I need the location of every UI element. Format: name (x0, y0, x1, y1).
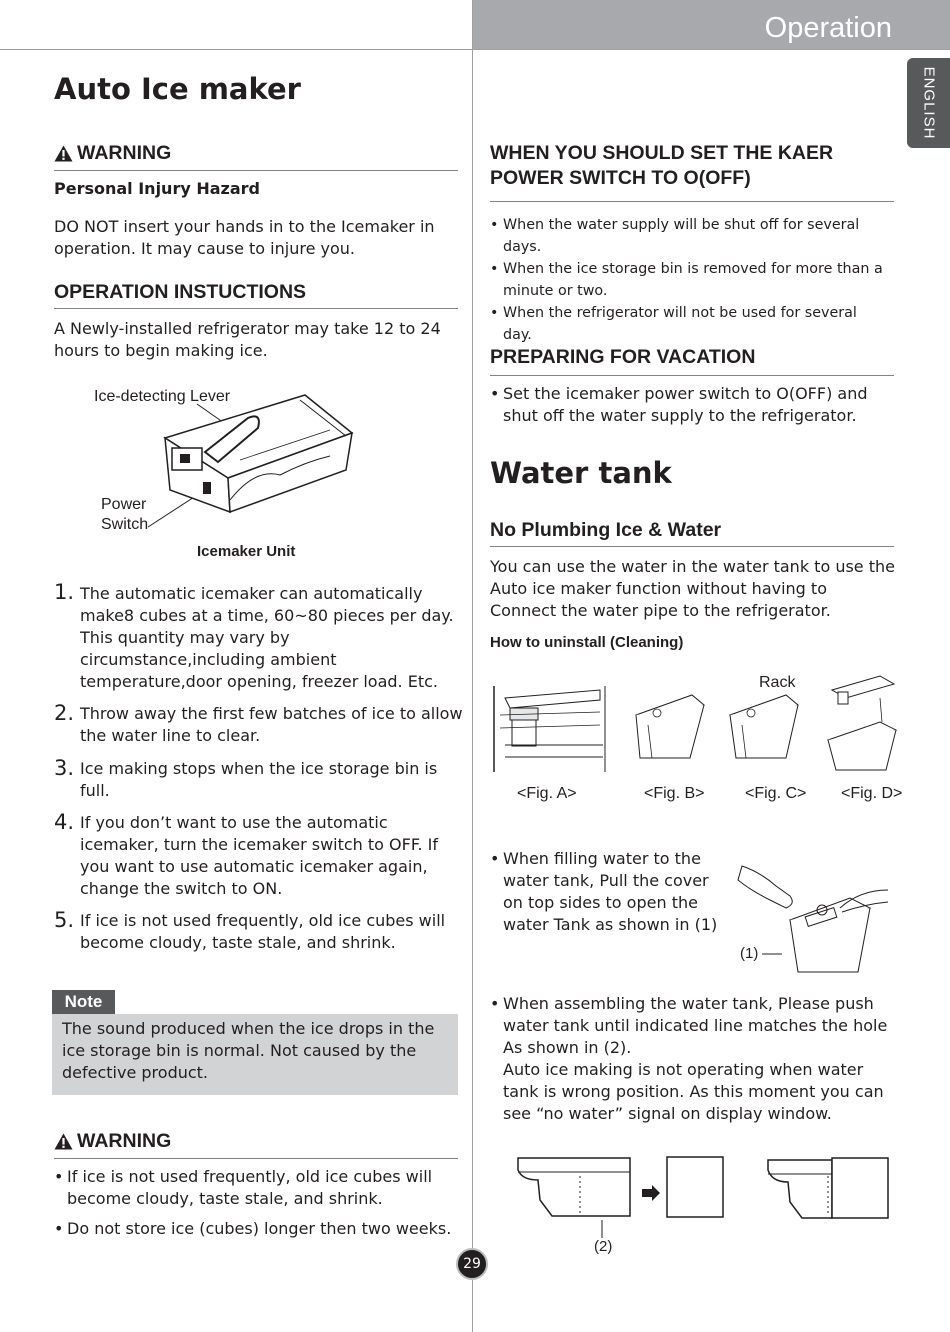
step-text: Throw away the first few batches of ice to allow the water line to clear. (80, 704, 463, 745)
water-tank-intro: You can use the water in the water tank to use the Auto ice maker function without having to Connect the water pipe to the refrigerator. (490, 557, 895, 620)
section-title: Operation (764, 12, 892, 44)
step-number: 4. (54, 810, 75, 834)
step-text: The automatic icemaker can automatically make8 cubes at a time, 60~80 pieces per day. This quantity may vary by circumstance,including ambient temperature,door opening, freezer load. Etc. (80, 584, 454, 691)
note-text: The sound produced when the ice drops in the ice storage bin is normal. Not caused by the defective product. (62, 1019, 435, 1082)
page-number: 29 (456, 1248, 488, 1280)
rack-label: Rack (759, 674, 796, 691)
warning-text: DO NOT insert your hands in to the Icemaker in operation. It may cause to injure you. (54, 217, 435, 258)
water-tank-title: Water tank (490, 456, 672, 490)
warning-label: WARNING (77, 1130, 172, 1152)
assembling-text: When assembling the water tank, Please push water tank until indicated line matches the hole As shown in (2). (503, 994, 888, 1057)
step-number: 1. (54, 580, 75, 604)
callout-2: (2) (594, 1238, 613, 1255)
assembling-note: Auto ice making is not operating when water tank is wrong position. As this moment you can see “no water” signal on display window. (503, 1060, 884, 1123)
list-item: • When the water supply will be shut off for several days. (490, 214, 890, 258)
uninstall-subheading: How to uninstall (Cleaning) (490, 634, 684, 651)
warning-label: WARNING (77, 142, 172, 164)
list-item: • If ice is not used frequently, old ice cubes will become cloudy, taste stale, and shrink. (54, 1166, 454, 1210)
language-tab-label: ENGLISH (920, 66, 937, 140)
fig-d-caption: <Fig. D> (841, 785, 903, 802)
fig-a-caption: <Fig. A> (517, 785, 577, 802)
note-label: Note (52, 990, 115, 1014)
list-item: • Do not store ice (cubes) longer then two weeks. (54, 1218, 454, 1240)
hazard-subtitle: Personal Injury Hazard (54, 179, 260, 198)
switch-label-line1: Power (101, 496, 147, 513)
list-item: • When filling water to the water tank, Pull the cover on top sides to open the water Tank as shown in (1) (490, 848, 722, 936)
list-item: • When the ice storage bin is removed for more than a minute or two. (490, 258, 890, 302)
list-item: • When the refrigerator will not be used for several day. (490, 302, 890, 346)
step-number: 5. (54, 908, 75, 932)
step-number: 3. (54, 756, 75, 780)
fig-c-caption: <Fig. C> (745, 785, 807, 802)
page-title: Auto Ice maker (54, 72, 301, 106)
step-text: If you don’t want to use the automatic icemaker, turn the icemaker switch to OFF. If you want to use automatic icemaker again, change the switch to ON. (80, 813, 438, 898)
no-plumbing-heading: No Plumbing Ice & Water (490, 519, 722, 541)
step-text: If ice is not used frequently, old ice cubes will become cloudy, taste stale, and shrink. (80, 911, 446, 952)
step-text: Ice making stops when the ice storage bin is full. (80, 759, 438, 800)
vacation-heading: PREPARING FOR VACATION (490, 346, 756, 368)
callout-1: (1) (740, 945, 759, 962)
switch-label-line2: Switch (101, 516, 149, 533)
figure-caption: Icemaker Unit (197, 543, 296, 560)
fig-b-caption: <Fig. B> (644, 785, 705, 802)
kaer-heading-line2: POWER SWITCH TO O(OFF) (490, 167, 751, 189)
lever-label: Ice-detecting Lever (94, 388, 231, 405)
operation-heading: OPERATION INSTUCTIONS (54, 281, 307, 303)
step-number: 2. (54, 701, 75, 725)
kaer-heading-line1: WHEN YOU SHOULD SET THE KAER (490, 142, 834, 164)
list-item: • Set the icemaker power switch to O(OFF) and shut off the water supply to the refrigerator. (490, 383, 890, 427)
operation-intro: A Newly-installed refrigerator may take 12 to 24 hours to begin making ice. (54, 319, 441, 360)
